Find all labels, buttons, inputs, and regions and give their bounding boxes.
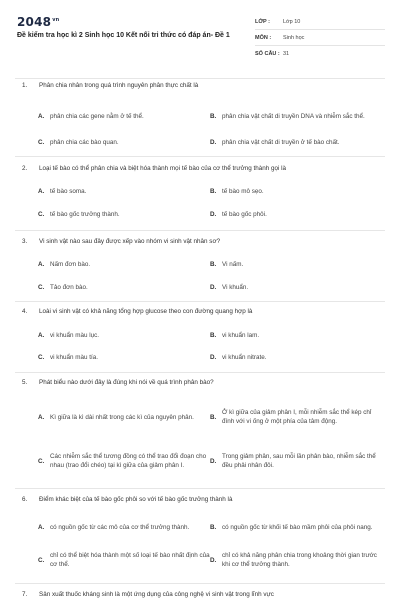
- option-text: tế bào mô sẹo.: [222, 187, 264, 195]
- option-text: phân chia các bào quan.: [50, 138, 119, 146]
- document-title: Đề kiểm tra học kì 2 Sinh học 10 Kết nối tri thức có đáp án- Đề 1: [17, 32, 230, 39]
- option-letter: C.: [38, 210, 45, 218]
- meta-info: [255, 14, 385, 62]
- meta-row-class: [255, 14, 385, 30]
- option-c[interactable]: [38, 443, 213, 479]
- question-stem: Điểm khác biệt của tế bào gốc phôi so với tế bào gốc trưởng thành là: [39, 496, 233, 503]
- option-a[interactable]: [38, 185, 213, 197]
- option-d[interactable]: [210, 351, 385, 363]
- meta-label: SỐ CÂU :: [255, 51, 280, 57]
- option-letter: D.: [210, 283, 217, 291]
- option-b[interactable]: [210, 515, 385, 539]
- question-stem: Phân chia nhân trong quá trình nguyên phân thực chất là: [39, 82, 199, 89]
- meta-label: LỚP :: [255, 18, 270, 25]
- option-letter: B.: [210, 187, 217, 195]
- divider: [15, 156, 385, 157]
- question-stem: Loại tế bào có thể phân chia và biệt hóa thành mọi tế bào của cơ thể trưởng thành gọi là: [39, 165, 287, 172]
- option-text: vi khuẩn nitrate.: [222, 353, 267, 361]
- option-text: chỉ có khả năng phân chia trong khoảng thời gian trước khi cơ thể trưởng thành.: [222, 552, 377, 568]
- option-letter: A.: [38, 112, 45, 120]
- option-text: chỉ có thể biệt hóa thành một số loại tế bào nhất định của cơ thể.: [50, 552, 210, 568]
- option-letter: D.: [210, 210, 217, 218]
- question-number: 3.: [22, 238, 28, 245]
- option-d[interactable]: [210, 443, 385, 479]
- meta-label: MÔN :: [255, 34, 272, 41]
- option-text: phân chia vật chất di truyền DNA và nhiễm sắc thể.: [222, 112, 365, 120]
- option-letter: A.: [38, 331, 45, 339]
- option-b[interactable]: [210, 329, 385, 341]
- option-b[interactable]: [210, 185, 385, 197]
- divider: [15, 301, 385, 302]
- option-c[interactable]: [38, 208, 213, 220]
- option-text: Tảo đơn bào.: [50, 283, 88, 291]
- question-number: 5.: [22, 379, 28, 386]
- question-text: [22, 308, 252, 315]
- option-letter: A.: [38, 187, 45, 195]
- divider: [15, 583, 385, 584]
- logo-text: 2048: [17, 15, 52, 29]
- question-text: [22, 82, 198, 89]
- option-text: tế bào gốc phôi.: [222, 210, 267, 218]
- option-letter: D.: [210, 138, 217, 146]
- option-text: Nấm đơn bào.: [50, 260, 91, 268]
- meta-value: Lớp 10: [283, 18, 301, 25]
- option-text: phân chia vật chất di truyền ở tế bào chất.: [222, 138, 340, 146]
- option-d[interactable]: [210, 208, 385, 220]
- meta-value: 31: [283, 51, 290, 57]
- option-letter: A.: [38, 260, 45, 268]
- option-letter: C.: [38, 138, 45, 146]
- option-letter: C.: [38, 283, 45, 291]
- meta-row-count: [255, 46, 385, 62]
- option-letter: B.: [210, 331, 217, 339]
- option-text: tế bào gốc trưởng thành.: [50, 210, 120, 218]
- option-c[interactable]: [38, 281, 213, 293]
- option-d[interactable]: [210, 134, 385, 150]
- option-d[interactable]: [210, 548, 385, 572]
- option-text: phân chia các gene nằm ở tế thể.: [50, 112, 144, 120]
- option-text: có nguồn gốc từ khối tế bào mầm phôi của phôi nang.: [222, 523, 373, 531]
- option-letter: B.: [210, 523, 217, 531]
- option-c[interactable]: [38, 134, 213, 150]
- option-a[interactable]: [38, 515, 213, 539]
- question-text: [22, 591, 274, 598]
- option-letter: D.: [210, 353, 217, 361]
- option-letter: A.: [38, 413, 45, 421]
- question-number: 4.: [22, 308, 28, 315]
- option-text: Vi khuẩn.: [222, 283, 249, 291]
- option-letter: D.: [210, 457, 217, 465]
- page-header: [0, 0, 400, 64]
- option-letter: B.: [210, 112, 217, 120]
- option-text: vi khuẩn màu lục.: [50, 331, 100, 339]
- option-a[interactable]: [38, 329, 213, 341]
- meta-value: Sinh học: [283, 34, 305, 41]
- option-letter: C.: [38, 556, 45, 564]
- question-number: 6.: [22, 496, 28, 503]
- option-text: có nguồn gốc từ các mô của cơ thể trưởng thành.: [50, 523, 190, 531]
- divider: [15, 78, 385, 79]
- option-text: Trong giảm phân, sau mỗi lần phân bào, nhiễm sắc thể đều phải nhân đôi.: [222, 453, 376, 469]
- question-number: 2.: [22, 165, 28, 172]
- question-number: 7.: [22, 591, 28, 598]
- option-letter: C.: [38, 353, 45, 361]
- question-stem: Vi sinh vật nào sau đây được xếp vào nhóm vi sinh vật nhân sơ?: [39, 238, 221, 245]
- question-stem: Loài vi sinh vật có khả năng tổng hợp glucose theo con đường quang hợp là: [39, 308, 253, 315]
- question-stem: Sản xuất thuốc kháng sinh là một ứng dụng của công nghệ vi sinh vật trong lĩnh vực: [39, 591, 274, 598]
- option-letter: C.: [38, 457, 45, 465]
- option-a[interactable]: [38, 399, 213, 435]
- option-text: Các nhiễm sắc thể tương đồng có thể trao đổi đoạn cho nhau (trao đổi chéo) tại kì giữa của giảm phân I.: [50, 453, 207, 469]
- question-text: [22, 238, 220, 245]
- meta-row-subject: [255, 30, 385, 46]
- option-b[interactable]: [210, 102, 385, 130]
- question-text: [22, 165, 286, 172]
- option-a[interactable]: [38, 102, 213, 130]
- divider: [15, 372, 385, 373]
- option-letter: B.: [210, 413, 217, 421]
- option-b[interactable]: [210, 258, 385, 270]
- option-text: vi khuẩn màu tía.: [50, 353, 98, 361]
- option-b[interactable]: [210, 399, 385, 435]
- option-c[interactable]: [38, 548, 213, 572]
- question-text: [22, 379, 214, 386]
- question-stem: Phát biểu nào dưới đây là đúng khi nói về quá trình phân bào?: [39, 379, 214, 386]
- logo-suffix: vn: [52, 17, 60, 23]
- site-logo[interactable]: [17, 15, 59, 29]
- divider: [15, 230, 385, 231]
- option-text: Ở kì giữa của giảm phân I, mỗi nhiễm sắc thể kép chỉ đính với vi ống ở một phía của tâm động.: [222, 409, 372, 425]
- option-text: vi khuẩn lam.: [222, 331, 260, 339]
- option-letter: B.: [210, 260, 217, 268]
- option-c[interactable]: [38, 351, 213, 363]
- question-number: 1.: [22, 82, 28, 89]
- option-text: Kì giữa là kì dài nhất trong các kì của nguyên phân.: [50, 413, 194, 421]
- divider: [15, 488, 385, 489]
- option-letter: A.: [38, 523, 45, 531]
- option-text: Vi nấm.: [222, 260, 244, 268]
- option-text: tế bào soma.: [50, 187, 87, 195]
- option-letter: D.: [210, 556, 217, 564]
- option-d[interactable]: [210, 281, 385, 293]
- option-a[interactable]: [38, 258, 213, 270]
- question-text: [22, 496, 232, 503]
